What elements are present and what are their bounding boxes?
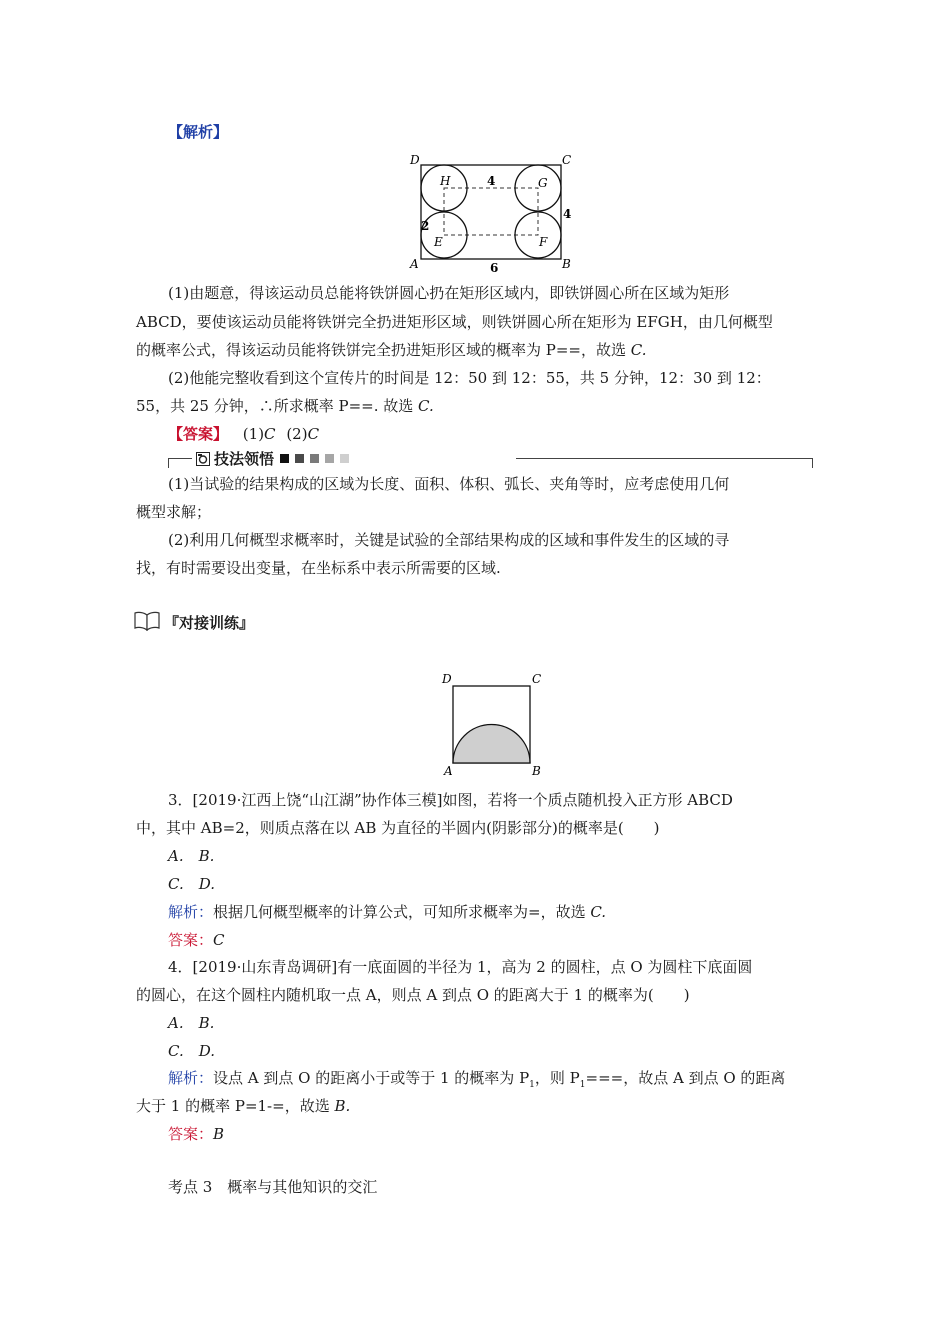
q3-line2: 中，其中 AB=2，则质点落在以 AB 为直径的半圆内(阴影部分)的概率是( ) xyxy=(136,819,660,837)
q4-analysis-cont: 大于 1 的概率 P=1-=，故选 B. xyxy=(136,1097,351,1115)
tips-line4: 找，有时需要设出变量，在坐标系中表示所需要的区域. xyxy=(136,559,501,577)
q3-answer: 答案：C xyxy=(168,931,225,949)
p1-line1: (1)由题意，得该运动员总能将铁饼圆心扔在矩形区域内，即铁饼圆心所在区域为矩形 xyxy=(168,284,730,302)
tips-line1: (1)当试验的结果构成的区域为长度、面积、体积、弧长、夹角等时，应考虑使用几何 xyxy=(168,475,730,493)
tips-line2: 概型求解； xyxy=(136,503,212,521)
figure-rectangle-circles xyxy=(405,150,580,278)
q4-options-2: C. D. xyxy=(168,1042,215,1060)
fig1-label-b: B xyxy=(562,257,571,271)
tips-square-4 xyxy=(325,454,334,463)
fig1-label-d: D xyxy=(410,153,420,167)
q3-options-2: C. D. xyxy=(168,875,215,893)
p2-line1: (2)他能完整收看到这个宣传片的时间是 12：50 到 12：55，共 5 分钟，12：30 到 12： xyxy=(168,369,771,387)
q3-line1: 3．[2019·江西上饶“山江湖”协作体三模]如图，若将一个质点随机投入正方形 ABCD xyxy=(168,791,733,809)
p1-line3: 的概率公式，得该运动员能将铁饼完全扔进矩形区域的概率为 P==，故选 C. xyxy=(136,341,647,359)
fig1-dim-bottom: 6 xyxy=(490,261,499,275)
fig1-dim-left: 2 xyxy=(421,219,430,233)
fig1-label-h: H xyxy=(440,174,451,188)
tips-square-1 xyxy=(280,454,289,463)
fig2-label-c: C xyxy=(532,672,542,686)
p1-line2: ABCD，要使该运动员能将铁饼完全扔进矩形区域，则铁饼圆心所在矩形为 EFGH，由几何概型 xyxy=(136,313,773,331)
q4-options-1: A. B. xyxy=(168,1014,215,1032)
fig1-dim-top: 4 xyxy=(487,174,496,188)
fig1-label-c: C xyxy=(562,153,572,167)
fig1-label-g: G xyxy=(538,176,548,190)
camera-icon xyxy=(196,452,210,466)
q4-line2: 的圆心，在这个圆柱内随机取一点 A，则点 A 到点 O 的距离大于 1 的概率为( ) xyxy=(136,986,690,1004)
tips-square-5 xyxy=(340,454,349,463)
q4-line1: 4．[2019·山东青岛调研]有一底面圆的半径为 1，高为 2 的圆柱，点 O 为圆柱下底面圆 xyxy=(168,958,753,976)
answer-label: 【答案】 xyxy=(168,425,229,443)
q4-answer: 答案：B xyxy=(168,1125,225,1143)
book-icon xyxy=(134,611,160,631)
tips-square-2 xyxy=(295,454,304,463)
fig2-label-d: D xyxy=(442,672,452,686)
q3-analysis: 解析：根据几何概型概率的计算公式，可知所求概率为=，故选 C. xyxy=(168,903,607,921)
p2-line2: 55，共 25 分钟，∴所求概率 P==. 故选 C. xyxy=(136,397,434,415)
fig1-label-e: E xyxy=(434,235,443,249)
figure-square-semicircle xyxy=(438,670,548,778)
answer-line: 【答案】 (1)C (2)C xyxy=(168,425,320,443)
fig2-label-a: A xyxy=(444,764,453,778)
fig1-dim-right: 4 xyxy=(563,207,572,221)
tips-line3: (2)利用几何概型求概率时，关键是试验的全部结果构成的区域和事件发生的区域的寻 xyxy=(168,531,730,549)
tips-title: 技法领悟 xyxy=(214,450,275,468)
tips-square-3 xyxy=(310,454,319,463)
section-heading: 考点 3 概率与其他知识的交汇 xyxy=(168,1178,378,1196)
tips-banner xyxy=(168,448,813,468)
q4-analysis: 解析：设点 A 到点 O 的距离小于或等于 1 的概率为 $P_1$，则 $P_1===$，故点 A 到点 O 的距离 xyxy=(168,1069,786,1090)
solution-label: 【解析】 xyxy=(168,123,229,141)
fig2-label-b: B xyxy=(532,764,541,778)
training-title: 『对接训练』 xyxy=(164,614,255,632)
fig1-label-f: F xyxy=(539,235,548,249)
fig1-label-a: A xyxy=(410,257,419,271)
q3-options-1: A. B. xyxy=(168,847,215,865)
